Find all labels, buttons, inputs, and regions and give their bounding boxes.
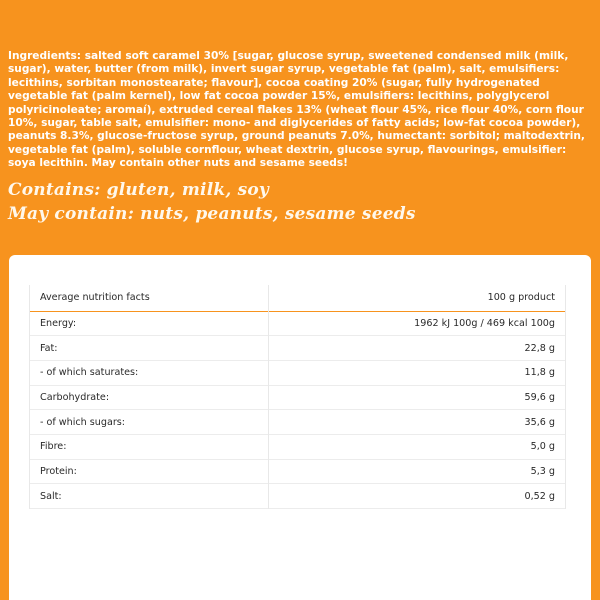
nutrient-value: 5,3 g — [269, 459, 566, 484]
nutrition-header-label: Average nutrition facts — [30, 285, 269, 311]
allergen-info — [8, 178, 592, 226]
nutrient-label: Energy: — [30, 311, 269, 336]
nutrition-header-value: 100 g product — [269, 285, 566, 311]
nutrition-row-fat — [30, 336, 566, 361]
nutrition-row-sugars — [30, 410, 566, 435]
nutrient-value: 11,8 g — [269, 360, 566, 385]
contains-line: Contains: gluten, milk, soy — [8, 180, 269, 200]
nutrient-value: 35,6 g — [269, 410, 566, 435]
nutrition-row-fibre — [30, 434, 566, 459]
nutrition-row-energy — [30, 311, 566, 336]
nutrient-label: Carbohydrate: — [30, 385, 269, 410]
nutrient-value: 5,0 g — [269, 434, 566, 459]
nutrient-label: - of which sugars: — [30, 410, 269, 435]
nutrient-label: - of which saturates: — [30, 360, 269, 385]
nutrient-label: Protein: — [30, 459, 269, 484]
nutrition-row-salt — [30, 484, 566, 509]
nutrition-table — [29, 285, 566, 509]
nutrition-header-row — [30, 285, 566, 311]
may-contain-line: May contain: nuts, peanuts, sesame seeds — [8, 204, 416, 224]
nutrient-label: Salt: — [30, 484, 269, 509]
nutrient-value: 59,6 g — [269, 385, 566, 410]
nutrient-label: Fat: — [30, 336, 269, 361]
nutrient-value: 1962 kJ 100g / 469 kcal 100g — [269, 311, 566, 336]
nutrient-value: 22,8 g — [269, 336, 566, 361]
nutrient-value: 0,52 g — [269, 484, 566, 509]
ingredients-text: Ingredients: salted soft caramel 30% [sugar, glucose syrup, sweetened condensed milk (milk, sugar), water, butter (from milk), invert sugar syrup, vegetable fat (palm), salt, emulsifiers: lecithins, sorbitan monostearate; flavour], cocoa coating 20% (sugar, fully hydrogenated vegetable fat (palm kernel), low fat cocoa powder 15%, emulsifiers: lecithins, polyglycerol polyricinoleate; aromaí), extruded cereal flakes 13% (wheat flour 45%, rice flour 40%, corn flour 10%, sugar, table salt, emulsifier: mono- and diglycerides of fatty acids; low-fat cocoa powder), peanuts 8.3%, glucose-fructose syrup, ground peanuts 7.0%, humectant: sorbitol; maltodextrin, vegetable fat (palm), soluble cornflour, wheat dextrin, glucose syrup, flavourings, emulsifier: soya lecithin. May contain other nuts and sesame seeds! — [8, 50, 585, 170]
nutrient-label: Fibre: — [30, 434, 269, 459]
nutrition-row-protein — [30, 459, 566, 484]
nutrition-row-saturates — [30, 360, 566, 385]
nutrition-row-carbohydrate — [30, 385, 566, 410]
